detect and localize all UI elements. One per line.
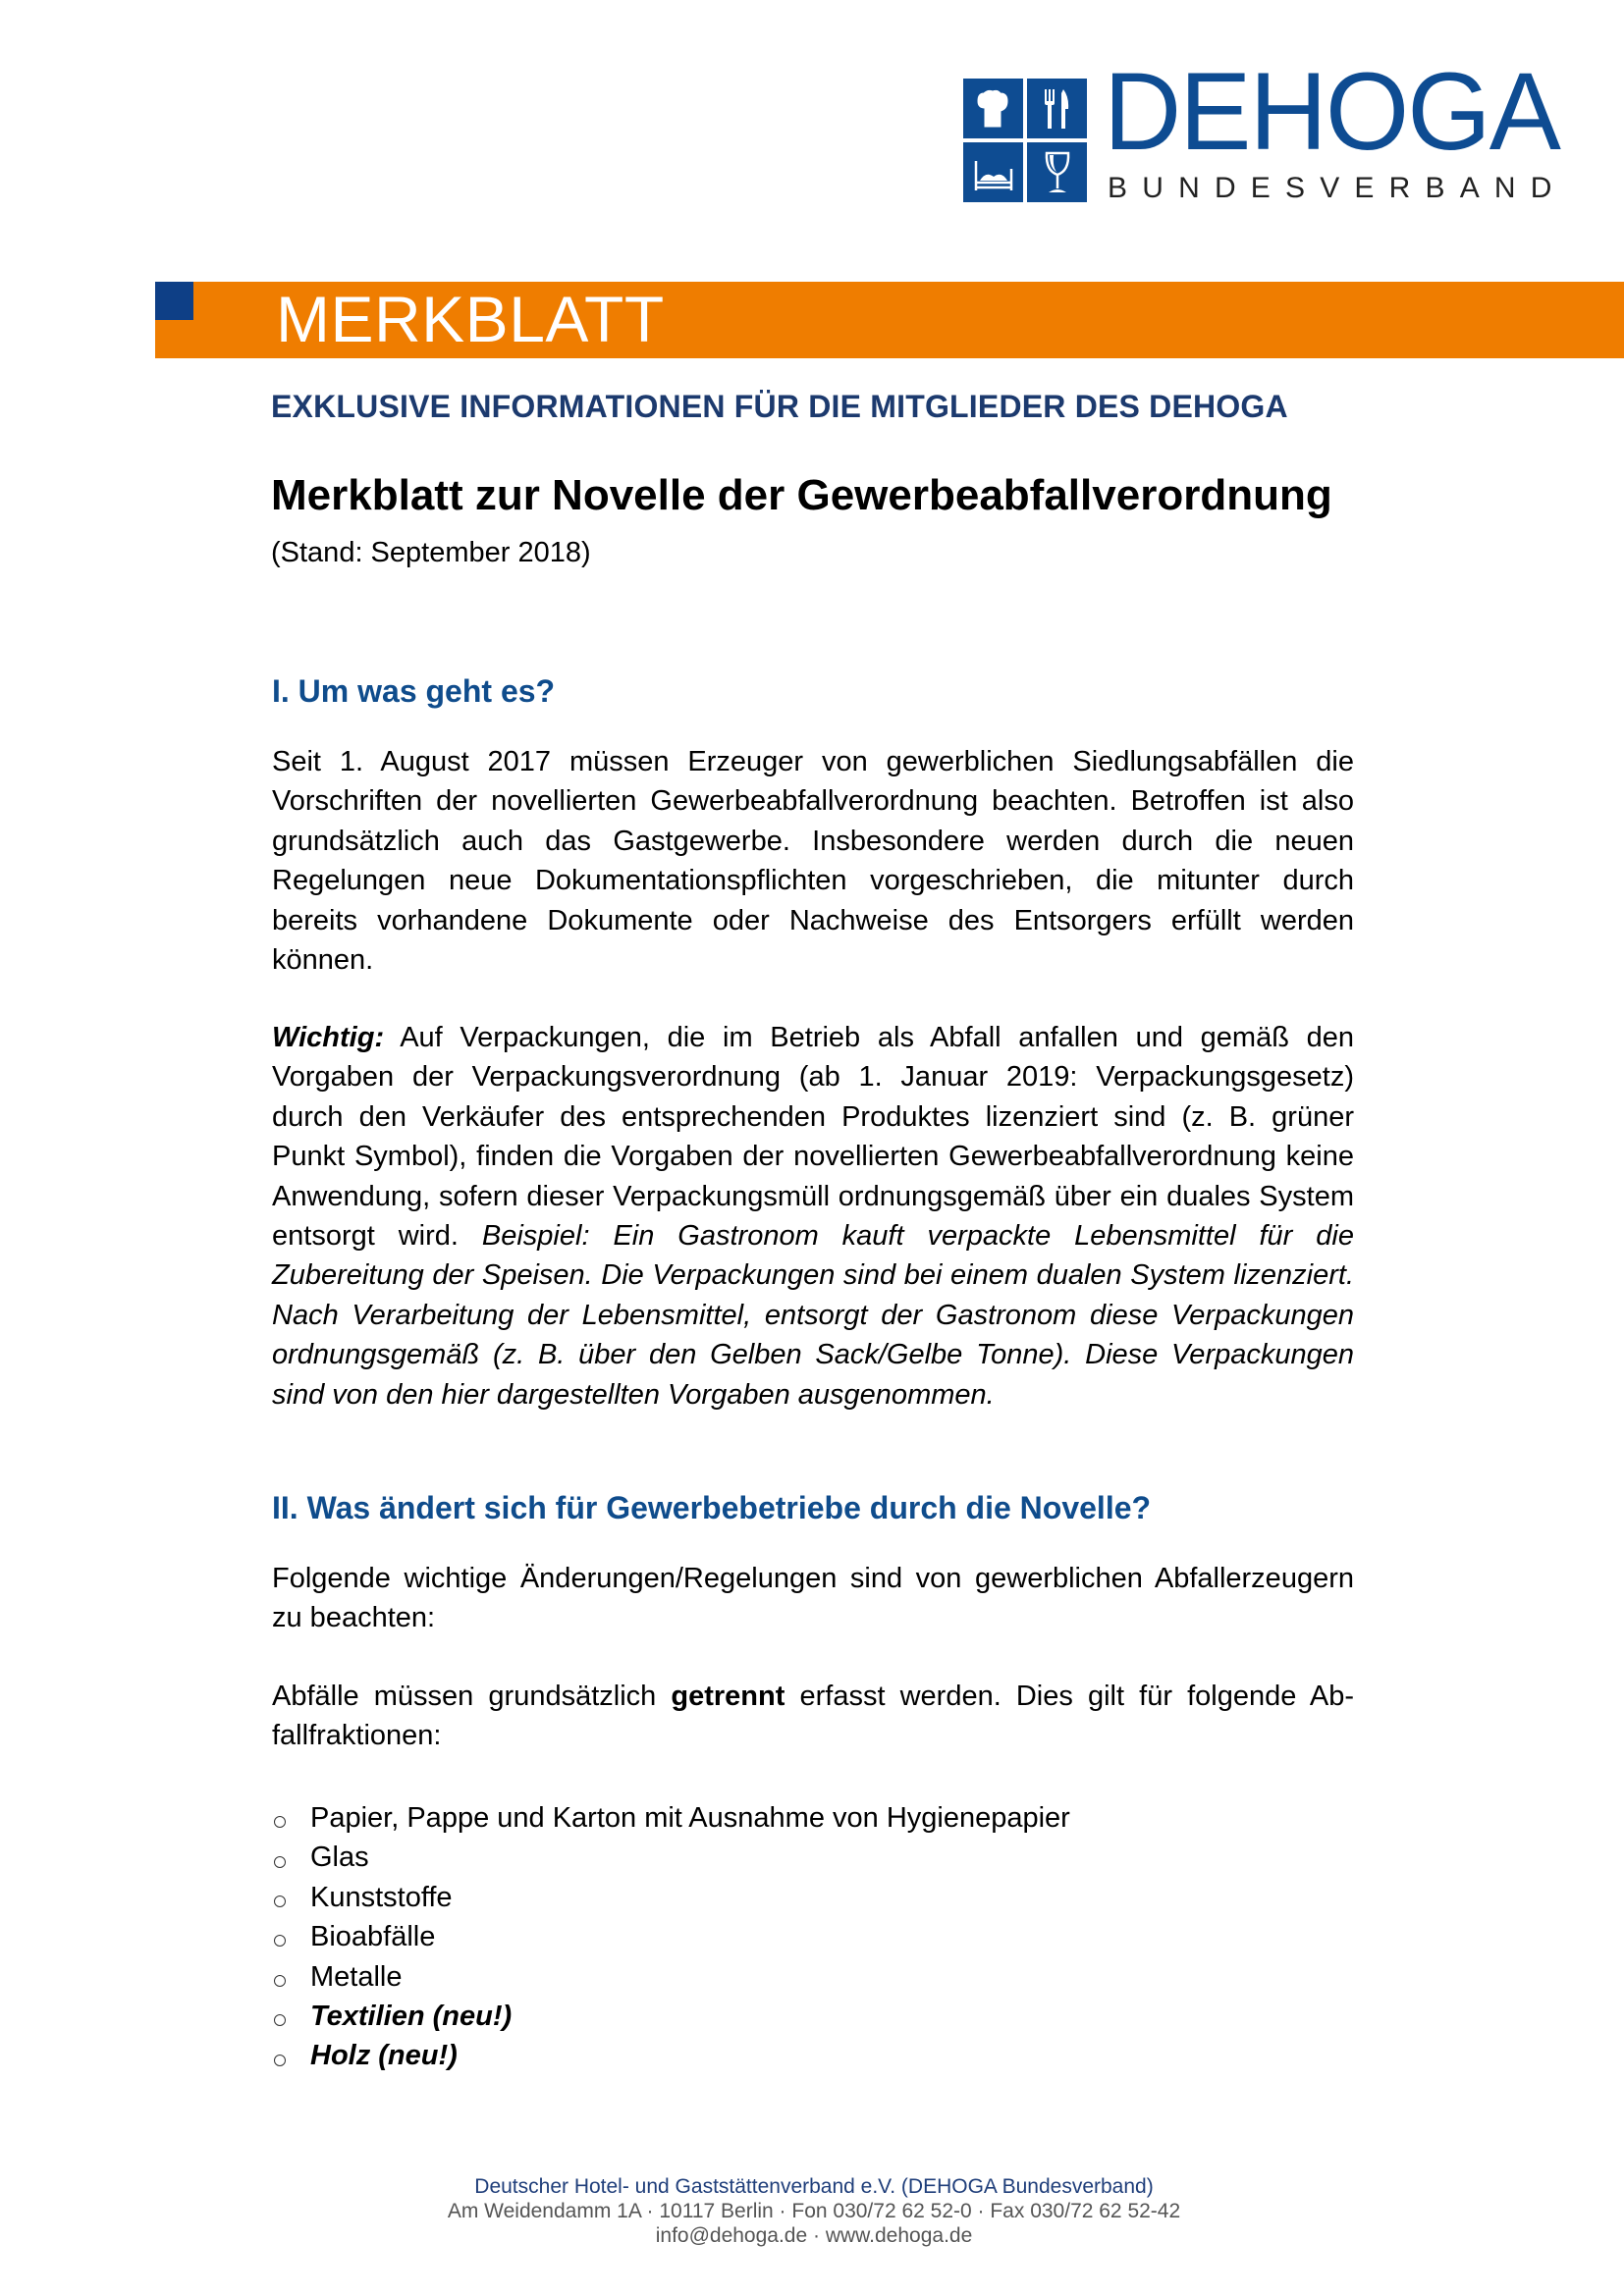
- fork-knife-icon: [1027, 79, 1087, 138]
- logo-subline: BUNDESVERBAND: [1108, 172, 1567, 204]
- circle-bullet-icon: [274, 2014, 286, 2026]
- circle-bullet-icon: [274, 1816, 286, 1828]
- logo-wordmark: DEHOGA: [1104, 50, 1559, 173]
- list-item-label: Glas: [310, 1842, 369, 1874]
- document-title: Merkblatt zur Novelle der Gewerbeabfallverordnung: [271, 471, 1332, 519]
- waste-fraction-list: [272, 1798, 1354, 2076]
- list-item-label: Metalle: [310, 1960, 403, 1993]
- section-1-paragraph-1: [272, 742, 1354, 980]
- members-subtitle: EXKLUSIVE INFORMATIONEN FÜR DIE MITGLIEDER DES DEHOGA: [271, 389, 1288, 424]
- section-2-heading: II. Was ändert sich für Gewerbebetriebe durch die Novelle?: [272, 1490, 1152, 1525]
- wine-glass-icon: [1027, 142, 1087, 202]
- list-item: [272, 1957, 1354, 1997]
- list-item: [272, 2036, 1354, 2075]
- separated-emphasis: getrennt: [671, 1681, 785, 1712]
- list-item-label: Papier, Pappe und Karton mit Ausnahme von Hygienepapier: [310, 1802, 1070, 1834]
- footer-organization: Deutscher Hotel- und Gaststättenverband e.V. (DEHOGA Bundesverband): [474, 2175, 1154, 2198]
- separation-text-start: Abfälle müssen grundsätzlich: [272, 1681, 672, 1712]
- paragraph-text: Seit 1. August 2017 müssen Erzeuger von gewerblichen Siedlungsabfällen die Vorschriften der novellierten Gewerbeabfallverordnung beachten. Betroffen ist also grundsätzlich auch das Gastgewerbe. Insbesondere werden durch die neuen Regelungen neue Dokumentationspflichten vorgeschrieben, die mitunter durch bereits vorhandene Dokumente oder Nachweise des Entsorgers erfüllt werden können.: [272, 746, 1354, 977]
- dehoga-logo-mark: [963, 79, 1087, 202]
- circle-bullet-icon: [274, 1935, 286, 1947]
- chef-hat-icon: [963, 79, 1023, 138]
- important-text: Auf Verpackungen, die im Betrieb als Abfall anfallen und gemäß den Vorgaben der Verpackungsverordnung (ab 1. Januar 2019: Verpackungsgesetz) durch den Verkäufer des entsprechenden Produktes lizenziert sind (z. B. grüner Punkt Symbol), finden die Vorgaben der novellierten Gewerbeabfallverordnung keine Anwendung, sofern dieser Verpackungsmüll ordnungsgemäß über ein duales System entsorgt wird.: [272, 1022, 1354, 1253]
- page-footer: [0, 2174, 1624, 2248]
- banner-accent-square: [155, 282, 193, 320]
- list-item: [272, 1798, 1354, 1838]
- circle-bullet-icon: [274, 1856, 286, 1868]
- banner-title: MERKBLATT: [276, 283, 665, 355]
- bed-icon: [963, 142, 1023, 202]
- circle-bullet-icon: [274, 1975, 286, 1987]
- footer-contact: info@dehoga.de · www.dehoga.de: [655, 2224, 973, 2247]
- fraction-list: [272, 1798, 1354, 2076]
- list-item-label: Kunststoffe: [310, 1881, 453, 1913]
- list-item: [272, 1917, 1354, 1956]
- separation-text-end: erfasst werden. Dies gilt für folgende Abfallfraktionen:: [272, 1681, 1354, 1752]
- circle-bullet-icon: [274, 1896, 286, 1907]
- list-item-label: Textilien (neu!): [310, 2001, 513, 2033]
- section-2-intro: [272, 1559, 1354, 1638]
- list-item: [272, 1878, 1354, 1917]
- section-1-paragraph-2: [272, 1018, 1354, 1415]
- list-item-label: Bioabfälle: [310, 1921, 436, 1953]
- important-note: [272, 1018, 1354, 1415]
- list-item: [272, 1997, 1354, 2036]
- example-text: Beispiel: Ein Gastronom kauft verpackte Lebensmittel für die Zubereitung der Speisen. Die Verpackungen sind bei einem dualen System lizenziert. Nach Verarbeitung der Lebensmittel, entsorgt der Gastronom diese Verpackungen ordnungsgemäß (z. B. über den Gelben Sack/Gelbe Tonne). Diese Verpackungen sind von den hier dargestellten Vorgaben ausgenommen.: [272, 1220, 1354, 1411]
- footer-address: Am Weidendamm 1A · 10117 Berlin · Fon 030/72 62 52-0 · Fax 030/72 62 52-42: [447, 2200, 1181, 2222]
- list-item: [272, 1838, 1354, 1877]
- important-label: Wichtig:: [272, 1022, 385, 1053]
- circle-bullet-icon: [274, 2055, 286, 2066]
- section-2-separation: [272, 1677, 1354, 1756]
- list-item-label: Holz (neu!): [310, 2040, 458, 2072]
- section-2: [272, 1490, 1354, 1525]
- document-date: (Stand: September 2018): [271, 537, 591, 568]
- separation-text: [272, 1677, 1354, 1756]
- intro-text: Folgende wichtige Änderungen/Regelungen sind von gewerblichen Abfallerzeugern zu beachten:: [272, 1563, 1354, 1634]
- section-1: [272, 673, 1354, 709]
- section-1-heading: I. Um was geht es?: [272, 673, 556, 709]
